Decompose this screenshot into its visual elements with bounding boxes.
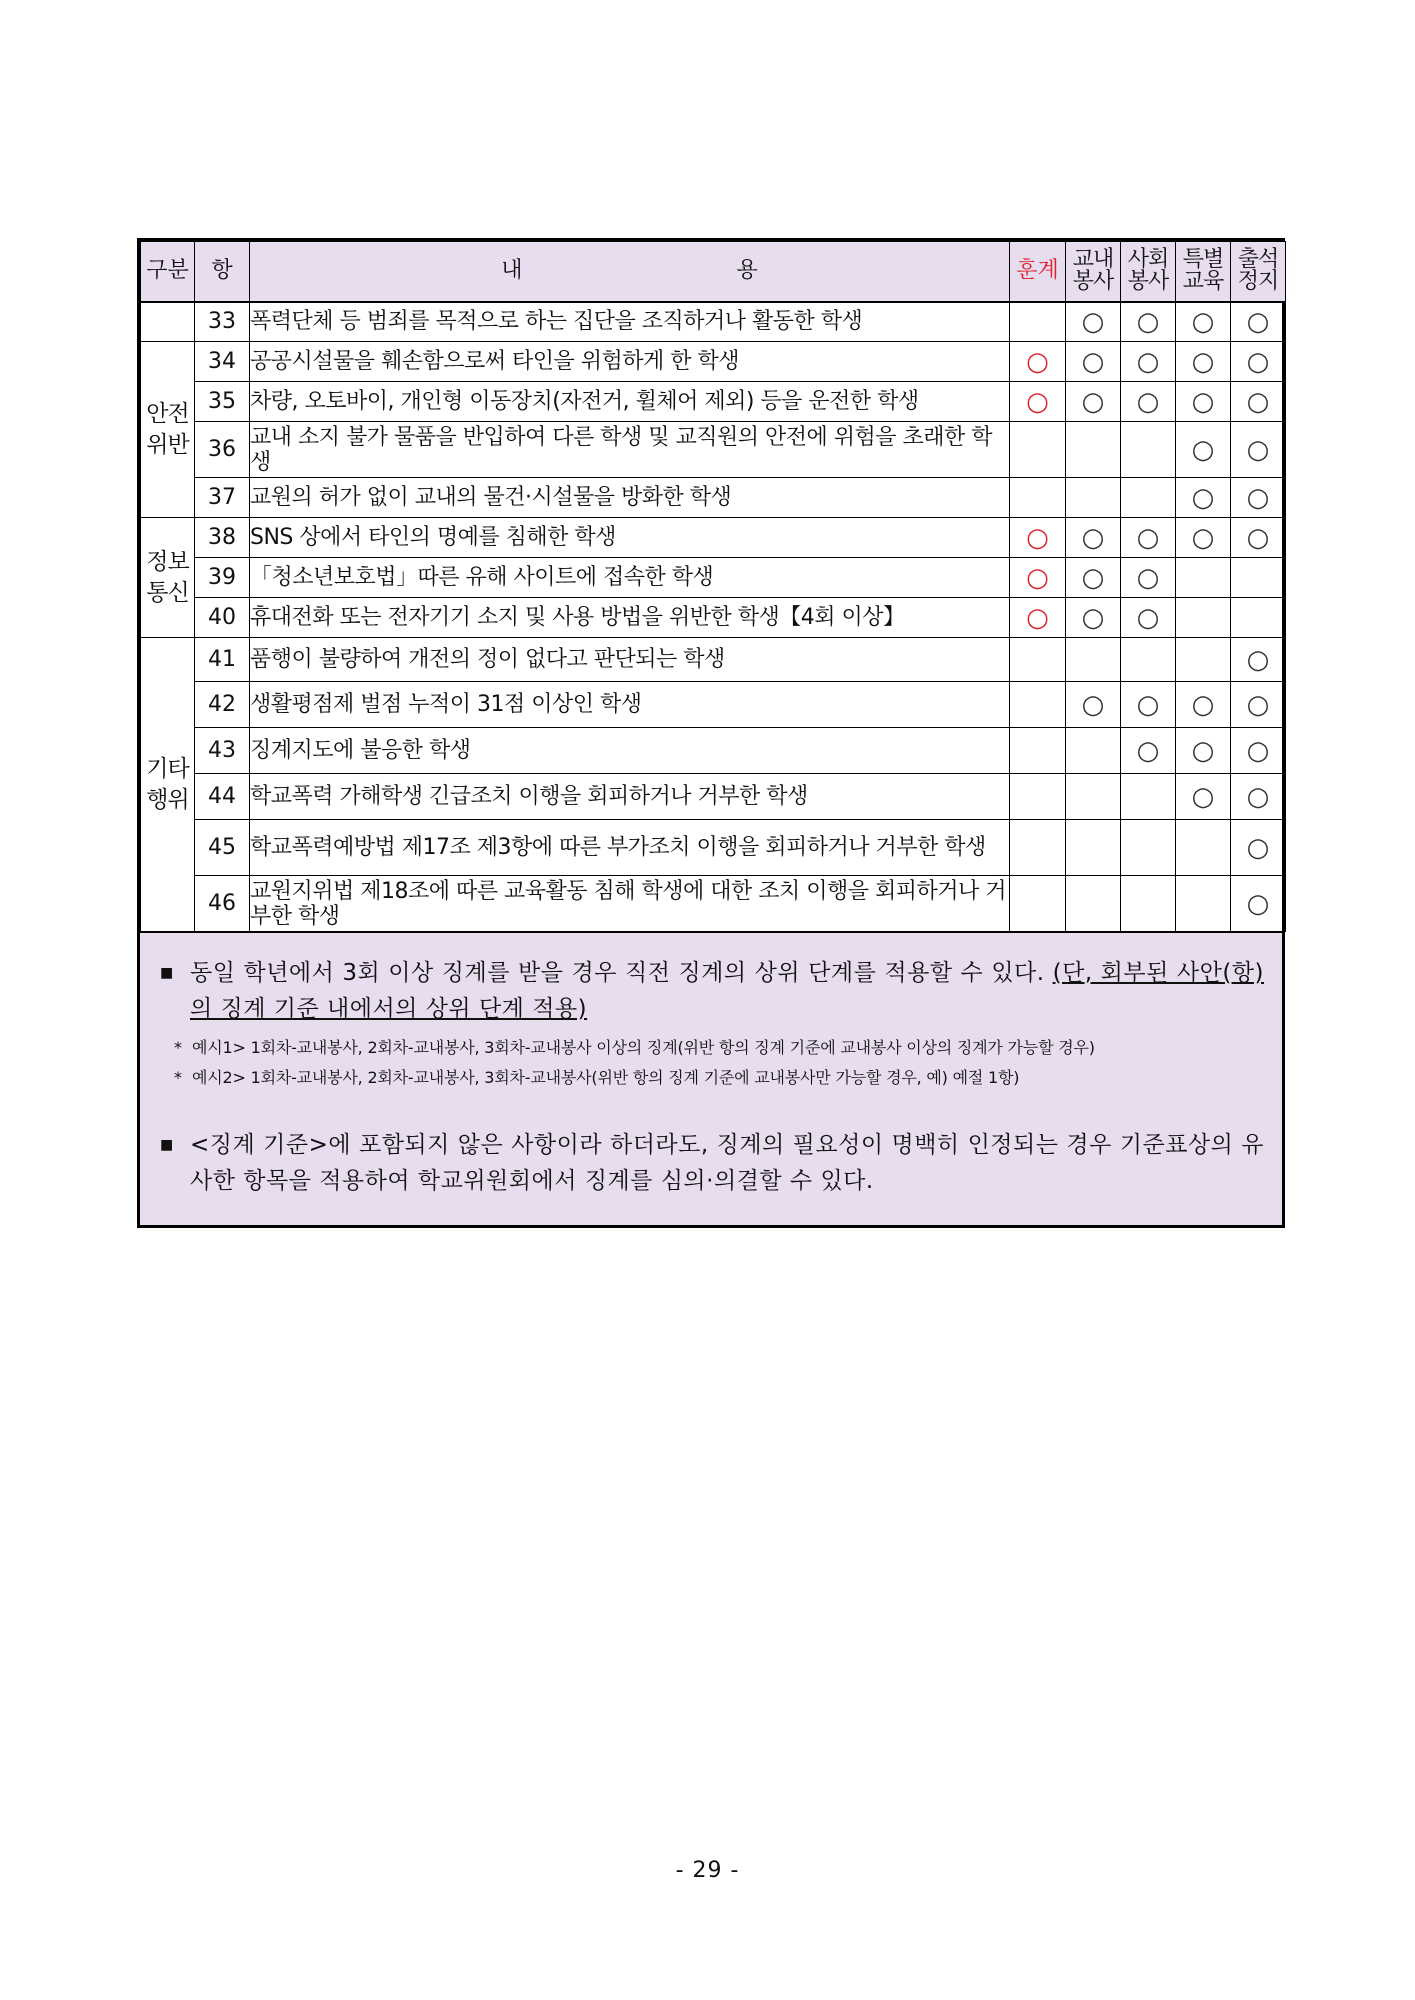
empty-mark-cell	[1066, 638, 1121, 682]
table-row	[141, 728, 1286, 774]
empty-mark-cell	[1066, 774, 1121, 820]
header-suspension-line1: 출석	[1237, 247, 1279, 273]
table-row	[141, 774, 1286, 820]
violation-description: SNS 상에서 타인의 명예를 침해한 학생	[250, 518, 1010, 558]
applicable-circle-icon: ○	[1176, 302, 1231, 342]
category-cell-info	[141, 518, 195, 638]
violation-description: 교원지위법 제18조에 따른 교육활동 침해 학생에 대한 조치 이행을 회피하거나 거부한 학생	[250, 876, 1010, 932]
violation-description: 징계지도에 불응한 학생	[250, 728, 1010, 774]
applicable-circle-icon: ○	[1121, 382, 1176, 422]
empty-mark-cell	[1010, 876, 1066, 932]
empty-mark-cell	[1121, 638, 1176, 682]
header-category: 구분	[141, 242, 195, 302]
empty-mark-cell	[1121, 422, 1176, 478]
applicable-circle-icon: ○	[1231, 382, 1286, 422]
applicable-circle-icon: ○	[1176, 382, 1231, 422]
applicable-circle-icon: ○	[1176, 774, 1231, 820]
empty-mark-cell	[1066, 820, 1121, 876]
item-number: 44	[195, 774, 250, 820]
note-repeat-offense-main: 동일 학년에서 3회 이상 징계를 받을 경우 직전 징계의 상위 단계를 적용할 수 있다.	[190, 960, 1053, 986]
applicable-circle-icon: ○	[1066, 342, 1121, 382]
header-content-right: 용	[736, 258, 758, 284]
applicable-circle-icon: ○	[1231, 820, 1286, 876]
applicable-circle-icon: ○	[1066, 382, 1121, 422]
empty-mark-cell	[1010, 638, 1066, 682]
item-number: 40	[195, 598, 250, 638]
applicable-circle-icon: ○	[1176, 518, 1231, 558]
asterisk-icon: *	[174, 1068, 182, 1087]
empty-mark-cell	[1010, 302, 1066, 342]
example-1-text: 예시1> 1회차-교내봉사, 2회차-교내봉사, 3회차-교내봉사 이상의 징계(위반 항의 징계 기준에 교내봉사 이상의 징계가 가능할 경우)	[192, 1038, 1095, 1057]
note-unlisted-cases-text: <징계 기준>에 포함되지 않은 사항이라 하더라도, 징계의 필요성이 명백히 인정되는 경우 기준표상의 유사한 항목을 적용하여 학교위원회에서 징계를 심의·의결할 수 있다.	[190, 1132, 1264, 1194]
table-row	[141, 422, 1286, 478]
applicable-circle-icon: ○	[1066, 682, 1121, 728]
violation-description: 휴대전화 또는 전자기기 소지 및 사용 방법을 위반한 학생【4회 이상】	[250, 598, 1010, 638]
applicable-circle-icon: ○	[1121, 302, 1176, 342]
applicable-circle-icon: ○	[1231, 774, 1286, 820]
violation-description: 교내 소지 불가 물품을 반입하여 다른 학생 및 교직원의 안전에 위험을 초래한 학생	[250, 422, 1010, 478]
header-special-education	[1176, 242, 1231, 302]
header-suspension	[1231, 242, 1286, 302]
table-row	[141, 876, 1286, 932]
violation-description: 차량, 오토바이, 개인형 이동장치(자전거, 휠체어 제외) 등을 운전한 학생	[250, 382, 1010, 422]
category-cell-empty	[141, 302, 195, 342]
category-label-line: 행위	[146, 786, 189, 813]
violation-description: 학교폭력예방법 제17조 제3항에 따른 부가조치 이행을 회피하거나 거부한 학생	[250, 820, 1010, 876]
empty-mark-cell	[1010, 820, 1066, 876]
category-label-line: 위반	[146, 431, 189, 458]
empty-mark-cell	[1010, 682, 1066, 728]
examples-list	[174, 1033, 1264, 1093]
applicable-circle-icon: ○	[1121, 518, 1176, 558]
applicable-circle-icon: ○	[1066, 518, 1121, 558]
empty-mark-cell	[1066, 876, 1121, 932]
table-row	[141, 518, 1286, 558]
violation-description: 생활평점제 벌점 누적이 31점 이상인 학생	[250, 682, 1010, 728]
applicable-circle-icon: ○	[1121, 598, 1176, 638]
table-row	[141, 478, 1286, 518]
note-repeat-offense	[160, 955, 1264, 1027]
violation-description: 교원의 허가 없이 교내의 물건·시설물을 방화한 학생	[250, 478, 1010, 518]
note-unlisted-cases	[160, 1127, 1264, 1199]
table-row	[141, 820, 1286, 876]
table-body	[141, 302, 1286, 932]
item-number: 34	[195, 342, 250, 382]
table-row	[141, 382, 1286, 422]
table-row	[141, 638, 1286, 682]
header-community-service-line2: 봉사	[1127, 269, 1169, 295]
applicable-circle-icon: ○	[1231, 422, 1286, 478]
empty-mark-cell	[1010, 422, 1066, 478]
item-number: 45	[195, 820, 250, 876]
empty-mark-cell	[1066, 728, 1121, 774]
applicable-circle-icon: ○	[1066, 598, 1121, 638]
category-label-line: 통신	[146, 579, 189, 606]
item-number: 46	[195, 876, 250, 932]
empty-mark-cell	[1010, 478, 1066, 518]
header-special-education-line1: 특별	[1182, 247, 1224, 273]
item-number: 36	[195, 422, 250, 478]
empty-mark-cell	[1176, 820, 1231, 876]
header-content	[250, 242, 1010, 302]
applicable-circle-icon: ○	[1231, 478, 1286, 518]
empty-mark-cell	[1121, 774, 1176, 820]
empty-mark-cell	[1010, 728, 1066, 774]
empty-mark-cell	[1176, 598, 1231, 638]
category-cell-safety	[141, 342, 195, 518]
empty-mark-cell	[1176, 558, 1231, 598]
violation-description: 품행이 불량하여 개전의 정이 없다고 판단되는 학생	[250, 638, 1010, 682]
applicable-circle-icon: ○	[1010, 518, 1066, 558]
item-number: 39	[195, 558, 250, 598]
applicable-circle-icon: ○	[1231, 302, 1286, 342]
applicable-circle-icon: ○	[1231, 342, 1286, 382]
example-item	[174, 1063, 1264, 1093]
applicable-circle-icon: ○	[1176, 728, 1231, 774]
header-community-service	[1121, 242, 1176, 302]
example-item	[174, 1033, 1264, 1063]
empty-mark-cell	[1176, 876, 1231, 932]
violation-description: 폭력단체 등 범죄를 목적으로 하는 집단을 조직하거나 활동한 학생	[250, 302, 1010, 342]
empty-mark-cell	[1121, 820, 1176, 876]
header-community-service-line1: 사회	[1127, 247, 1169, 273]
asterisk-icon: *	[174, 1038, 182, 1057]
discipline-criteria-document	[137, 238, 1285, 1228]
notes-section	[140, 932, 1282, 1225]
empty-mark-cell	[1066, 422, 1121, 478]
applicable-circle-icon: ○	[1176, 342, 1231, 382]
violation-description: 「청소년보호법」따른 유해 사이트에 접속한 학생	[250, 558, 1010, 598]
applicable-circle-icon: ○	[1231, 518, 1286, 558]
applicable-circle-icon: ○	[1121, 558, 1176, 598]
applicable-circle-icon: ○	[1176, 682, 1231, 728]
empty-mark-cell	[1231, 598, 1286, 638]
applicable-circle-icon: ○	[1066, 558, 1121, 598]
table-row	[141, 342, 1286, 382]
empty-mark-cell	[1121, 876, 1176, 932]
bullet-square-icon: ■	[160, 965, 174, 981]
item-number: 42	[195, 682, 250, 728]
header-school-service	[1066, 242, 1121, 302]
item-number: 41	[195, 638, 250, 682]
header-item: 항	[195, 242, 250, 302]
header-school-service-line2: 봉사	[1072, 269, 1114, 295]
empty-mark-cell	[1121, 478, 1176, 518]
category-label-line: 안전	[146, 400, 189, 427]
applicable-circle-icon: ○	[1231, 682, 1286, 728]
bullet-square-icon: ■	[160, 1137, 174, 1153]
violation-description: 학교폭력 가해학생 긴급조치 이행을 회피하거나 거부한 학생	[250, 774, 1010, 820]
table-row	[141, 302, 1286, 342]
header-suspension-line2: 정지	[1237, 269, 1279, 295]
table-header-row	[141, 242, 1286, 302]
table-row	[141, 682, 1286, 728]
item-number: 33	[195, 302, 250, 342]
empty-mark-cell	[1231, 558, 1286, 598]
category-label-line: 기타	[146, 755, 189, 782]
applicable-circle-icon: ○	[1010, 342, 1066, 382]
note-repeat-offense-underlined: (단, 회부된 사안(항)의 징계 기준 내에서의 상위 단계 적용)	[190, 960, 1264, 1022]
item-number: 38	[195, 518, 250, 558]
header-reprimand: 훈계	[1010, 242, 1066, 302]
header-school-service-line1: 교내	[1072, 247, 1114, 273]
table-row	[141, 558, 1286, 598]
page-number: - 29 -	[675, 1858, 740, 1883]
empty-mark-cell	[1066, 478, 1121, 518]
applicable-circle-icon: ○	[1121, 682, 1176, 728]
applicable-circle-icon: ○	[1176, 478, 1231, 518]
applicable-circle-icon: ○	[1231, 728, 1286, 774]
note-repeat-offense-text	[190, 955, 1264, 1027]
applicable-circle-icon: ○	[1121, 342, 1176, 382]
empty-mark-cell	[1010, 774, 1066, 820]
category-label-line: 정보	[146, 548, 189, 575]
violation-description: 공공시설물을 훼손함으로써 타인을 위험하게 한 학생	[250, 342, 1010, 382]
applicable-circle-icon: ○	[1010, 558, 1066, 598]
header-special-education-line2: 교육	[1182, 269, 1224, 295]
applicable-circle-icon: ○	[1231, 876, 1286, 932]
empty-mark-cell	[1176, 638, 1231, 682]
item-number: 37	[195, 478, 250, 518]
example-2-text: 예시2> 1회차-교내봉사, 2회차-교내봉사, 3회차-교내봉사(위반 항의 징계 기준에 교내봉사만 가능할 경우, 예) 예절 1항)	[192, 1068, 1020, 1087]
applicable-circle-icon: ○	[1010, 382, 1066, 422]
applicable-circle-icon: ○	[1010, 598, 1066, 638]
header-content-left: 내	[501, 258, 523, 284]
item-number: 35	[195, 382, 250, 422]
category-cell-other	[141, 638, 195, 932]
item-number: 43	[195, 728, 250, 774]
applicable-circle-icon: ○	[1176, 422, 1231, 478]
applicable-circle-icon: ○	[1121, 728, 1176, 774]
applicable-circle-icon: ○	[1231, 638, 1286, 682]
discipline-criteria-table	[140, 241, 1286, 932]
table-row	[141, 598, 1286, 638]
applicable-circle-icon: ○	[1066, 302, 1121, 342]
